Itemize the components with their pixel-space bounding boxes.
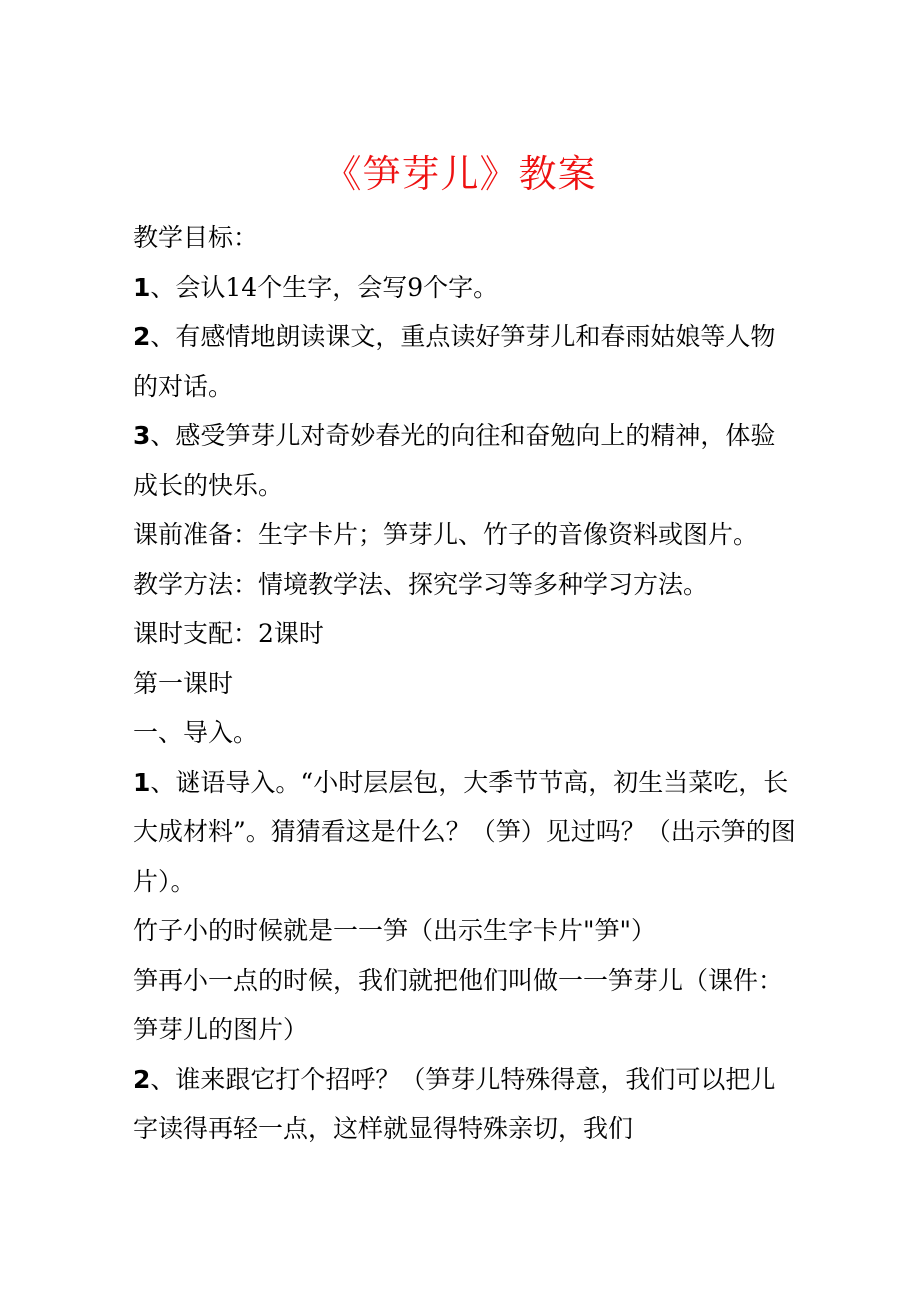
objectives-heading: 教学目标： — [133, 223, 259, 252]
preparation-line: 课前准备：生字卡片；笋芽儿、竹子的音像资料或图片。 — [133, 520, 759, 549]
schedule-line: 课时支配：2课时 — [133, 619, 324, 648]
item-number: 2 — [133, 1064, 151, 1094]
step-item — [133, 1055, 798, 1154]
item-text: 、谁来跟它打个招呼？（笋芽儿特殊得意，我们可以把儿字读得再轻一点，这样就显得特殊亲切，我们 — [133, 1064, 776, 1143]
item-text: 、会认14个生字，会写9个字。 — [150, 272, 499, 302]
section-heading: 一、导入。 — [133, 718, 259, 747]
objective-item — [133, 411, 798, 510]
document-title: 《笋芽儿》教案 — [323, 152, 597, 196]
item-number: 1 — [133, 767, 151, 797]
item-number: 2 — [133, 322, 151, 351]
objective-item — [133, 263, 798, 313]
method-line: 教学方法：情境教学法、探究学习等多种学习方法。 — [133, 569, 709, 599]
objective-item — [133, 312, 798, 411]
item-text: 、感受笋芽儿对奇妙春光的向往和奋勉向上的精神，体验成长的快乐。 — [133, 421, 776, 500]
step-item — [133, 758, 798, 907]
document-body — [133, 213, 798, 1154]
item-number: 3 — [133, 421, 151, 450]
body-paragraph: 笋再小一点的时候，我们就把他们叫做一一笋芽儿（课件：笋芽儿的图片） — [133, 965, 784, 1044]
item-number: 1 — [133, 272, 151, 302]
body-paragraph: 竹子小的时候就是一一笋（出示生字卡片"笋"） — [133, 916, 656, 945]
lesson-heading: 第一课时 — [133, 668, 234, 698]
item-text: 、有感情地朗读课文，重点读好笋芽儿和春雨姑娘等人物的对话。 — [133, 322, 776, 401]
item-text: 、谜语导入。“小时层层包，大季节节高，初生当菜吃，长大成材料”。猜猜看这是什么？（笋）见过吗？（出示笋的图片）。 — [133, 767, 796, 896]
